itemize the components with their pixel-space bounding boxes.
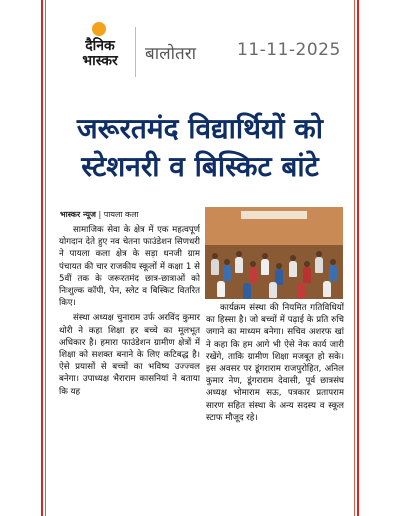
sun-icon — [92, 22, 106, 36]
article-photo — [205, 207, 343, 299]
byline-separator: | — [98, 210, 104, 219]
dainik-bhaskar-logo — [69, 19, 131, 85]
article-column-2 — [206, 302, 344, 427]
header-divider — [135, 27, 136, 77]
byline-source: भास्कर न्यूज — [60, 210, 96, 219]
headline-line2: स्टेशनरी व बिस्किट बांटे — [81, 150, 319, 183]
headline-line1: जरूरतमंद विद्यार्थियों को — [76, 112, 324, 145]
byline — [60, 209, 139, 220]
edition-city: बालोतरा — [145, 44, 197, 64]
clipping-header — [47, 17, 353, 87]
article-paragraph: संस्था अध्यक्ष चुनाराम उर्फ अरविंद कुमार थोरी ने कहा शिक्षा हर बच्चे का मूलभूत अधिकार है। हमारा फाउंडेशन ग्रामीण क्षेत्रों में शिक्षा को सशक्त बनाने के लिए कटिबद्ध है। ऐसे प्रयासों से बच्चों का भविष्य उज्ज्वल बनेगा। उपाध्यक्ष भैराराम कासनियां ने बताया कि यह — [59, 313, 200, 397]
logo-line2: भास्कर — [82, 53, 118, 69]
edition-date: 11-11-2025 — [237, 40, 341, 60]
byline-place: पायला कला — [103, 210, 139, 219]
article-headline — [47, 110, 353, 186]
logo-line1: दैनिक — [85, 38, 115, 54]
article-paragraph: कार्यक्रम संस्था की नियमित गतिविधियों का हिस्सा है। जो बच्चों में पढ़ाई के प्रति रुचि जगाने का माध्यम बनेगा। सचिव अशरफ खां ने कहा कि हम आगे भी ऐसे नेक कार्य जारी रखेंगे, ताकि ग्रामीण शिक्षा मजबूत हो सके। इस अवसर पर डूंगराराम राजपुरोहित, अनिल कुमार नेण, डूंगराराम देवासी, पूर्व छात्रसंघ अध्यक्ष भोमाराम सऊ, पत्रकार प्रतापराम सारण सहित संस्था के अन्य सदस्य व स्कूल स्टाफ मौजूद रहे। — [206, 303, 344, 423]
article-column-1 — [59, 224, 200, 401]
photo-banner — [241, 211, 307, 219]
article-paragraph: सामाजिक सेवा के क्षेत्र में एक महत्वपूर्ण योगदान देते हुए नव चेतना फाउंडेशन सिणधरी ने पायला कला क्षेत्र के सड़ा धनजी ग्राम पंचायत की चार राजकीय स्कूलों में कक्षा 1 से 5वीं तक के जरूरतमंद छात्र-छात्राओं को निःशुल्क कॉपी, पेन, स्लेट व बिस्किट वितरित किए। — [59, 225, 200, 309]
